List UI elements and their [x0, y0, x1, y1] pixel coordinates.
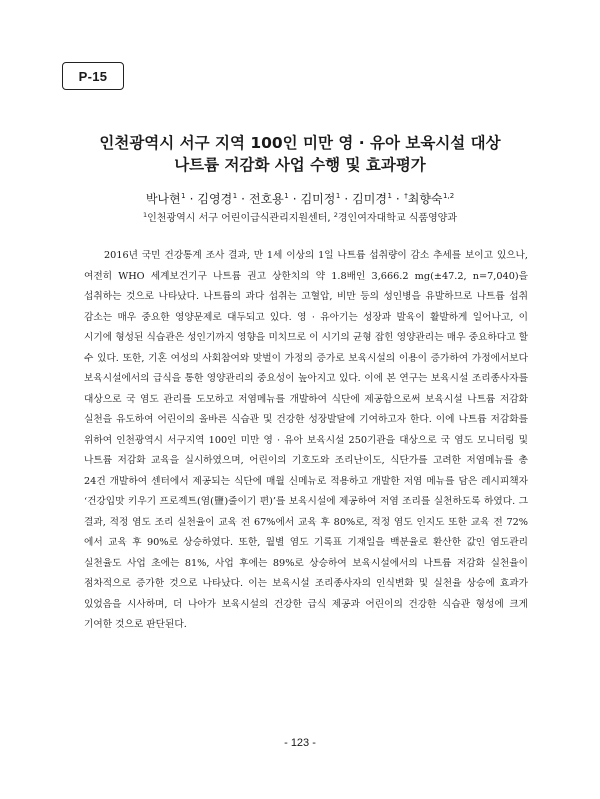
author-affiliation-mark: 1: [387, 192, 392, 200]
author-separator: ·: [241, 192, 245, 206]
abstract-body: 2016년 국민 건강통계 조사 결과, 만 1세 이상의 1일 나트륨 섭취량이 감소 추세를 보이고 있으나, 여전히 WHO 세계보건기구 나트륨 권고 상한치의 약 1.8배인 3,666.2 mg(±47.2, n=7,040)을 섭취하는 것으로 나타났다. 나트륨의 과다 섭취는 고혈압, 비만 등의 성인병을 유발하므로 나트륨 섭취 감소는 매우 중요한 영양문제로 대두되고 있다. 영 · 유아기는 성장과 발육이 활발하게 일어나고, 이 시기에 형성된 식습관은 성인기까지 영향을 미치므로 이 시기의 균형 잡힌 영양관리는 매우 중요하다고 할 수 있다. 또한, 기혼 여성의 사회참여와 맞벌이 가정의 증가로 보육시설의 이용이 증가하여 가정에서보다 보육시설에서의 급식을 통한 영양관리의 중요성이 높아지고 있다. 이에 본 연구는 보육시설 조리종사자를 대상으로 국 염도 관리를 도모하고 저염메뉴를 개발하여 식단에 제공함으로써 보육시설 나트륨 저감화 실천을 유도하여 어린이의 올바른 식습관 및 건강한 성장발달에 기여하고자 한다. 이에 나트륨 저감화를 위하여 인천광역시 서구지역 100인 미만 영 · 유아 보육시설 250기관을 대상으로 국 염도 모니터링 및 나트륨 저감화 교육을 실시하였으며, 어린이의 기호도와 조리난이도, 식단가를 고려한 저염메뉴를 총 24건 개발하여 센터에서 제공되는 식단에 매월 신메뉴로 적용하고 개발한 저염 메뉴를 담은 레시피책자 ‘건강입맛 키우기 프로젝트(염(鹽)줄이기 편)’를 보육시설에 제공하여 저염 조리를 실천하도록 하였다. 그 결과, 적정 염도 조리 실천율이 교육 전 67%에서 교육 후 80%로, 적정 염도 인지도 또한 교육 전 72%에서 교육 후 90%로 상승하였다. 또한, 월별 염도 기록표 기재일을 백분율로 환산한 값인 염도관리 실천율도 사업 초에는 81%, 사업 후에는 89%로 상승하여 보육시설에서의 나트륨 저감화 실천율이 점차적으로 증가한 것으로 나타났다. 이는 보육시설 조리종사자의 인식변화 및 실천율 상승에 효과가 있었음을 시사하며, 더 나아가 보육시설의 건강한 급식 제공과 어린이의 건강한 식습관 형성에 크게 기여한 것으로 판단된다.: [84, 250, 528, 630]
author-separator: ·: [292, 192, 297, 206]
author-name: 박나현: [145, 192, 181, 206]
affiliation-text: 인천광역시 서구 어린이급식관리지원센터,: [147, 213, 334, 224]
author-separator: ·: [395, 192, 400, 206]
title-line-1: 인천광역시 서구 지역 100인 미만 영 · 유아 보육시설 대상: [99, 134, 501, 152]
author: [249, 192, 289, 206]
paper-title: [40, 132, 560, 176]
author-affiliation-mark: 1: [181, 192, 186, 200]
author-name: 김영경: [197, 192, 233, 206]
author-name: 전호용: [249, 192, 284, 206]
author-affiliation-mark: 1: [232, 192, 238, 200]
affiliation-mark: 2: [333, 211, 338, 219]
author-separator: ·: [189, 192, 194, 206]
corresponding-author-dagger: †: [404, 192, 408, 200]
affiliation-list: [40, 208, 560, 226]
page-number: - 123 -: [284, 737, 316, 749]
author-list: [40, 188, 560, 207]
author: [404, 192, 454, 206]
author-affiliation-mark: 1: [335, 192, 341, 200]
author-name: 최향숙: [407, 192, 443, 206]
author-affiliation-mark: 1,2: [443, 192, 455, 200]
author-affiliation-mark: 1: [284, 192, 289, 200]
author: [301, 192, 341, 206]
author-name: 김미경: [352, 192, 387, 206]
author-separator: ·: [344, 192, 349, 206]
author-name: 김미정: [300, 192, 336, 206]
affiliation-mark: 1: [143, 211, 148, 219]
poster-code-badge: P-15: [62, 62, 124, 90]
author: [352, 192, 392, 206]
author: [197, 192, 237, 206]
author: [146, 192, 186, 206]
title-line-2: 나트륨 저감화 사업 수행 및 효과평가: [174, 156, 426, 174]
affiliation-text: 경인여자대학교 식품영양과: [337, 213, 457, 224]
